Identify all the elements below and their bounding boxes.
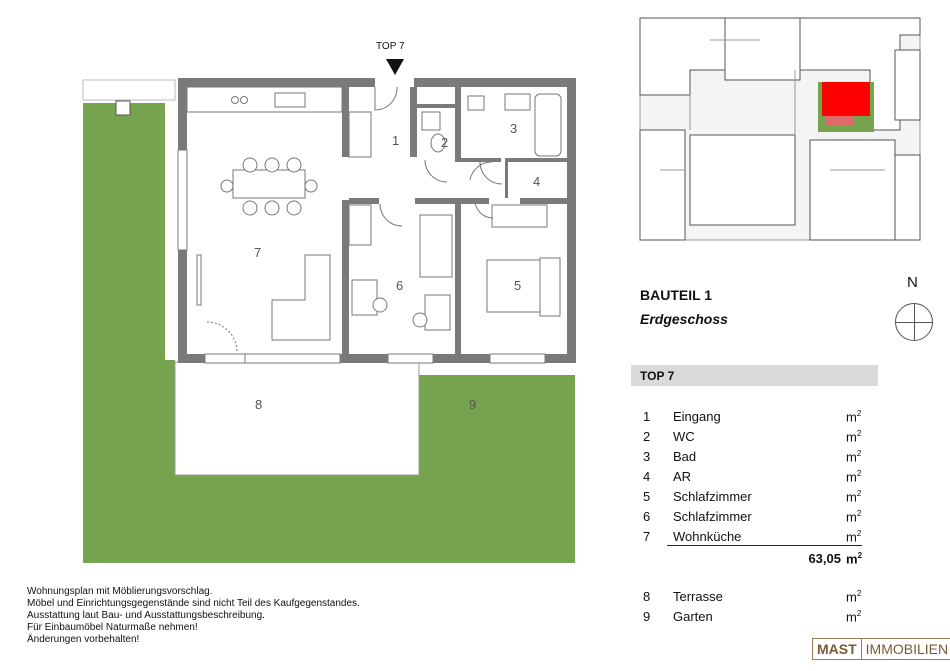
single-bed bbox=[420, 215, 452, 277]
top-label: TOP 7 bbox=[376, 41, 405, 52]
desk-right bbox=[425, 295, 450, 330]
room-unit: $m^2$ bbox=[846, 449, 862, 465]
area-table-header bbox=[631, 365, 878, 386]
area-table-title: TOP 7 bbox=[640, 369, 675, 383]
tv bbox=[197, 255, 201, 305]
garden-fence-top bbox=[83, 80, 175, 100]
bed-headboard bbox=[540, 258, 560, 316]
room-unit: $m^2$ bbox=[846, 409, 862, 425]
total-unit: $m^2$ bbox=[846, 551, 863, 567]
note-line: Wohnungsplan mit Möblierungsvorschlag. bbox=[27, 586, 213, 597]
room-name: AR bbox=[673, 469, 692, 484]
room-number-1: 1 bbox=[392, 133, 400, 148]
bathtub bbox=[535, 94, 561, 156]
room-unit: $m^2$ bbox=[846, 589, 862, 605]
room-number: 3 bbox=[643, 449, 651, 464]
room-number: 9 bbox=[643, 609, 651, 624]
total-area: 63,05 bbox=[808, 551, 841, 566]
room-number-2: 2 bbox=[441, 135, 449, 150]
north-label: N bbox=[907, 274, 918, 291]
note-line: Änderungen vorbehalten! bbox=[27, 634, 140, 645]
wardrobe bbox=[349, 112, 371, 157]
room-number: 1 bbox=[643, 409, 651, 424]
room-unit: $m^2$ bbox=[846, 609, 862, 625]
dining-table bbox=[233, 170, 305, 198]
room-name: Garten bbox=[673, 609, 713, 624]
room-number-3: 3 bbox=[510, 121, 518, 136]
building-label: BAUTEIL 1 bbox=[640, 287, 713, 303]
room-unit: $m^2$ bbox=[846, 529, 862, 545]
kitchen-counter bbox=[187, 87, 342, 112]
site-unit-highlight bbox=[822, 82, 870, 116]
wc-basin bbox=[422, 112, 440, 130]
room-number: 4 bbox=[643, 469, 651, 484]
site-plan bbox=[630, 10, 930, 250]
wardrobe-bedroom-6 bbox=[349, 205, 371, 245]
desk-left bbox=[352, 280, 377, 315]
wardrobe-bedroom-5 bbox=[492, 205, 547, 227]
room-number-9: 9 bbox=[469, 397, 477, 412]
room-number-8: 8 bbox=[255, 397, 263, 412]
logo-part-2: IMMOBILIEN bbox=[865, 641, 949, 657]
note-line: Für Einbaumöbel Naturmaße nehmen! bbox=[27, 622, 198, 633]
room-number-6: 6 bbox=[396, 278, 404, 293]
room-name: Schlafzimmer bbox=[673, 509, 752, 524]
compass-icon bbox=[895, 303, 933, 341]
room-name: Wohnküche bbox=[673, 529, 742, 544]
room-number: 2 bbox=[643, 429, 651, 444]
room-number: 7 bbox=[643, 529, 651, 544]
room-name: Bad bbox=[673, 449, 697, 464]
room-number-5: 5 bbox=[514, 278, 522, 293]
company-logo bbox=[812, 638, 950, 660]
washer bbox=[468, 96, 484, 110]
room-unit: $m^2$ bbox=[846, 429, 862, 445]
room-unit: $m^2$ bbox=[846, 469, 862, 485]
room-unit: $m^2$ bbox=[846, 489, 862, 505]
disclaimer-notes bbox=[27, 586, 360, 646]
floor-label: Erdgeschoss bbox=[640, 311, 728, 327]
room-unit: $m^2$ bbox=[846, 509, 862, 525]
room-number: 8 bbox=[643, 589, 651, 604]
room-name: Schlafzimmer bbox=[673, 489, 752, 504]
sum-line bbox=[667, 545, 862, 546]
garden-lamp bbox=[116, 101, 130, 115]
room-number: 5 bbox=[643, 489, 651, 504]
room-number-4: 4 bbox=[533, 174, 541, 189]
room-name: Terrasse bbox=[673, 589, 723, 604]
room-number: 6 bbox=[643, 509, 651, 524]
note-line: Möbel und Einrichtungsgegenstände sind nicht Teil des Kaufgegenstandes. bbox=[27, 598, 360, 609]
terrace-area bbox=[175, 362, 419, 475]
logo-part-1: MAST bbox=[813, 639, 862, 659]
room-name: WC bbox=[673, 429, 695, 444]
note-line: Ausstattung laut Bau- und Ausstattungsbeschreibung. bbox=[27, 610, 265, 621]
bath-sink bbox=[505, 94, 530, 110]
room-name: Eingang bbox=[673, 409, 721, 424]
room-number-7: 7 bbox=[254, 245, 262, 260]
entry-marker-icon bbox=[386, 59, 404, 75]
